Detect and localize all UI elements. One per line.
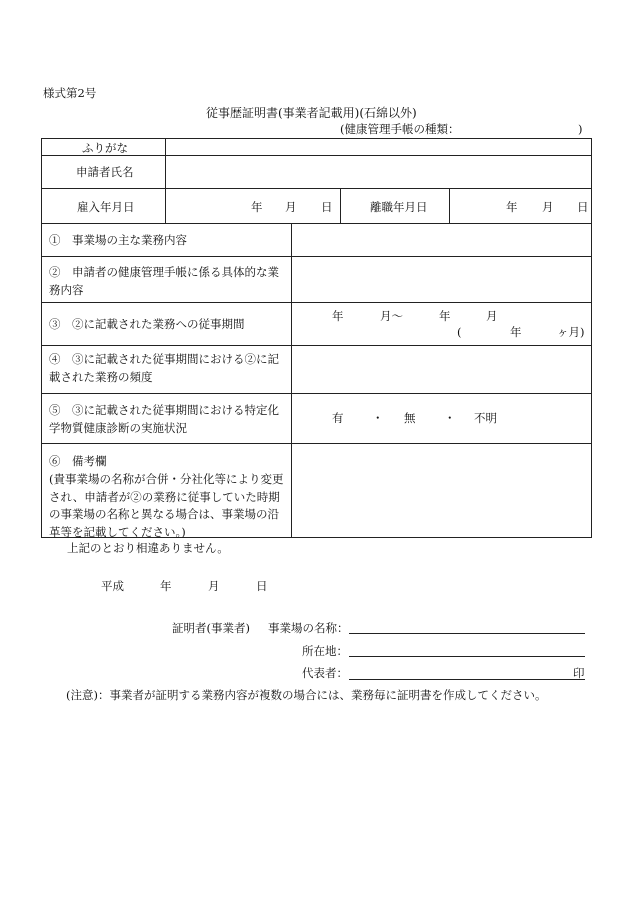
date-year-unit: 年 — [160, 579, 172, 593]
applicant-name-label: 申請者氏名 — [76, 165, 134, 179]
exam-option-no[interactable]: 無 — [404, 411, 416, 425]
address-label: 所在地： — [302, 644, 348, 658]
leave-year-unit: 年 — [506, 200, 518, 214]
question-3: ③ ②に記載された業務への従事期間 — [49, 317, 245, 331]
exam-option-unknown[interactable]: 不明 — [474, 411, 497, 425]
hire-day-unit: 日 — [321, 200, 333, 214]
hire-month-unit: 月 — [285, 200, 297, 214]
question-2-line-2: 務内容 — [49, 282, 84, 297]
confirmation-text: 上記のとおり相違ありません。 — [67, 541, 229, 555]
address-line[interactable] — [349, 656, 585, 657]
establishment-name-label: 事業場の名称： — [268, 621, 349, 635]
establishment-name-line[interactable] — [349, 633, 585, 634]
row-divider — [42, 188, 591, 189]
question-4-line-1: ④ ③に記載された従事期間における②に記 — [49, 352, 279, 366]
question-6-remarks — [49, 453, 283, 542]
question-2-line-1: ② 申請者の健康管理手帳に係る具体的な業 — [49, 265, 279, 279]
form-number: 様式第2号 — [43, 86, 97, 100]
hire-date-label: 雇入年月日 — [77, 200, 135, 214]
column-divider — [291, 223, 292, 538]
row-divider — [42, 256, 591, 257]
question-6-line-4: の事業場の名称と異なる場合は、事業場の沿 — [49, 507, 279, 522]
hire-year-unit: 年 — [251, 200, 263, 214]
techo-type-label: (健康管理手帳の種類： — [340, 122, 460, 136]
question-6-line-5: 革等を記載してください。) — [49, 525, 186, 540]
row-divider — [42, 345, 591, 346]
representative-label: 代表者： — [302, 666, 348, 680]
representative-line[interactable] — [349, 679, 585, 680]
row-divider — [42, 223, 591, 224]
exam-option-separator: ・ — [372, 411, 384, 425]
period-start-month: 月〜 — [380, 309, 403, 323]
column-divider — [340, 188, 341, 223]
row-divider — [42, 393, 591, 394]
exam-option-yes[interactable]: 有 — [332, 411, 344, 425]
period-end-year: 年 — [439, 309, 451, 323]
question-5 — [49, 402, 279, 438]
question-4 — [49, 351, 279, 387]
exam-option-separator: ・ — [444, 411, 456, 425]
row-divider — [42, 302, 591, 303]
form-title: 従事歴証明書(事業者記載用)(石綿以外) — [206, 106, 417, 120]
note-text: (注意)：事業者が証明する業務内容が複数の場合には、業務毎に証明書を作成してください。 — [66, 688, 547, 702]
row-divider — [42, 443, 591, 444]
period-start-year: 年 — [332, 309, 344, 323]
certifier-label: 証明者(事業者) — [172, 621, 250, 635]
question-6-line-2: (貴事業場の名称が合併・分社化等により変更 — [49, 471, 284, 486]
question-5-line-2: 学物質健康診断の実施状況 — [49, 420, 187, 435]
question-6-line-3: され、申請者が②の業務に従事していた時期 — [49, 489, 280, 504]
leave-date-label: 離職年月日 — [370, 200, 428, 214]
column-divider — [449, 188, 450, 223]
column-divider — [165, 139, 166, 223]
question-4-line-2: 載された業務の頻度 — [49, 369, 153, 384]
date-month-unit: 月 — [208, 579, 220, 593]
certificate-table — [41, 138, 592, 538]
period-end-month: 月 — [486, 309, 498, 323]
question-1: ① 事業場の主な業務内容 — [49, 233, 187, 247]
question-6-line-1: ⑥ 備考欄 — [49, 454, 107, 468]
period-total-months: ヶ月) — [557, 325, 585, 339]
date-era: 平成 — [101, 579, 124, 593]
furigana-label: ふりがな — [82, 141, 128, 155]
period-total-years: 年 — [510, 325, 522, 339]
leave-month-unit: 月 — [542, 200, 554, 214]
date-day-unit: 日 — [256, 579, 268, 593]
seal-mark: 印 — [573, 666, 585, 680]
question-5-line-1: ⑤ ③に記載された従事期間における特定化 — [49, 403, 279, 417]
period-total-open: ( — [457, 325, 462, 339]
techo-type-close: ) — [578, 122, 583, 136]
question-2 — [49, 264, 279, 300]
leave-day-unit: 日 — [577, 200, 589, 214]
